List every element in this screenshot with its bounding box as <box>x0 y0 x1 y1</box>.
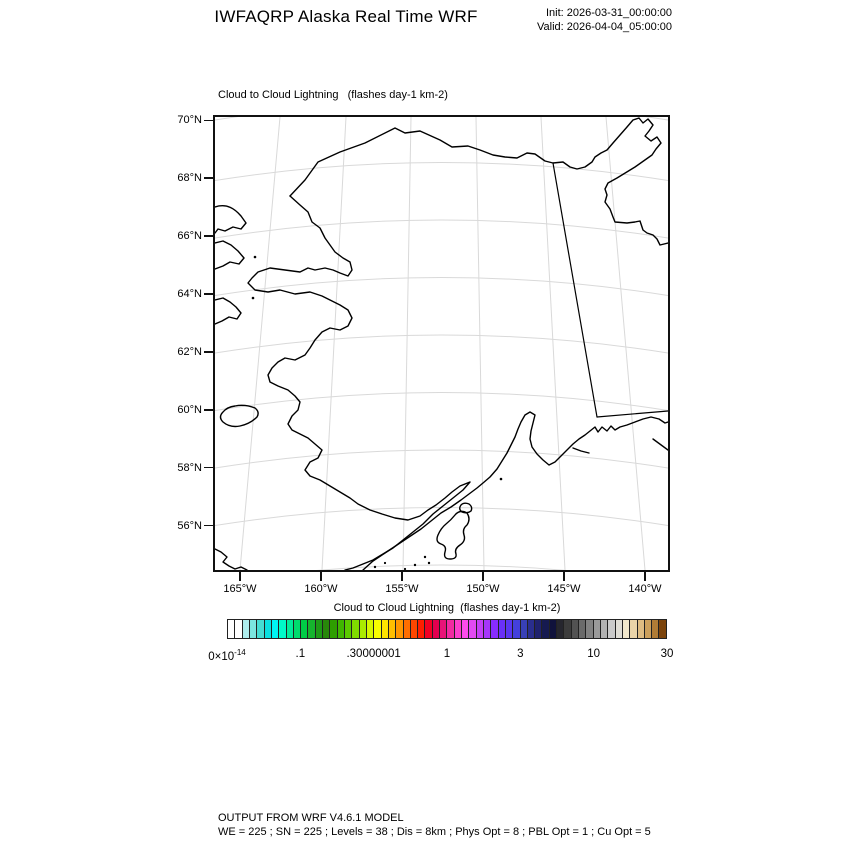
colorbar-tick-label: 3 <box>517 648 524 660</box>
lon-tick-label: 150°W <box>466 583 500 595</box>
lon-tick-label: 155°W <box>385 583 419 595</box>
west-coast <box>248 196 470 570</box>
lon-tick-mark <box>563 572 565 581</box>
lat-tick-mark <box>204 235 213 237</box>
page-title: IWFAQRP Alaska Real Time WRF <box>214 7 478 26</box>
colorbar <box>227 619 667 639</box>
map-subtitle: Cloud to Cloud Lightning (flashes day-1 km-2) <box>218 89 448 101</box>
lat-tick-label: 68°N <box>177 172 202 185</box>
lat-tick-label: 56°N <box>177 519 202 532</box>
lat-tick-mark <box>204 351 213 353</box>
graticule <box>215 117 668 570</box>
canada-border <box>553 163 597 417</box>
colorbar-tick-label: .30000001 <box>346 648 401 660</box>
lat-tick-label: 62°N <box>177 345 202 358</box>
border-coast-junction <box>597 411 668 417</box>
lon-tick-label: 145°W <box>547 583 581 595</box>
colorbar-tick-label: 10 <box>587 648 601 660</box>
init-time: Init: 2026-03-31_00:00:00 <box>546 7 672 19</box>
lon-tick-label: 160°W <box>304 583 338 595</box>
colorbar-cell <box>658 619 666 639</box>
chukotka-coast-2 <box>215 241 244 269</box>
colorbar-tick-label: 1 <box>443 648 451 660</box>
lat-tick-label: 64°N <box>177 288 202 300</box>
lon-tick-mark <box>239 572 241 581</box>
lat-tick-label: 66°N <box>177 230 202 243</box>
footer-config-line: WE = 225 ; SN = 225 ; Levels = 38 ; Dis = 8km ; Phys Opt = 8 ; PBL Opt = 1 ; Cu Opt = 5 <box>218 826 651 838</box>
kodiak-island <box>437 511 469 559</box>
lon-tick-mark <box>401 572 403 581</box>
lat-tick-mark <box>204 293 213 295</box>
colorbar-title: Cloud to Cloud Lightning (flashes day-1 km-2) <box>333 602 561 614</box>
lon-tick-label: 165°W <box>223 583 257 595</box>
arctic-coast <box>290 118 668 245</box>
lon-tick-mark <box>320 572 322 581</box>
aleutian-islands <box>215 549 247 570</box>
lat-tick-mark <box>204 120 213 122</box>
valid-time: Valid: 2026-04-04_05:00:00 <box>537 20 672 33</box>
map-canvas <box>215 117 668 570</box>
yakutat-strip <box>653 439 668 450</box>
lat-tick-label: 70°N <box>177 114 202 127</box>
lat-tick-label: 58°N <box>177 461 202 474</box>
lon-tick-mark <box>644 572 646 581</box>
lat-tick-mark <box>204 467 213 469</box>
colorbar-tick-label: 30 <box>660 648 674 660</box>
colorbar-tick-label: .1 <box>295 648 306 660</box>
lat-tick-label: 60°N <box>177 403 202 416</box>
lat-tick-mark <box>204 525 213 527</box>
montague-island <box>573 448 589 453</box>
chukotka-coast <box>215 206 246 233</box>
small-islands <box>252 256 503 570</box>
run-times <box>537 7 672 34</box>
colorbar-tick-label: $0\times 10^{-14}$ <box>208 648 246 663</box>
alaska-map <box>213 115 670 572</box>
lat-tick-mark <box>204 177 213 179</box>
lon-tick-label: 140°W <box>628 583 662 595</box>
gulf-coast <box>363 412 668 570</box>
chukotka-coast-3 <box>215 298 241 324</box>
lon-tick-mark <box>482 572 484 581</box>
lat-tick-mark <box>204 409 213 411</box>
footer-model-line: OUTPUT FROM WRF V4.6.1 MODEL <box>218 812 404 824</box>
